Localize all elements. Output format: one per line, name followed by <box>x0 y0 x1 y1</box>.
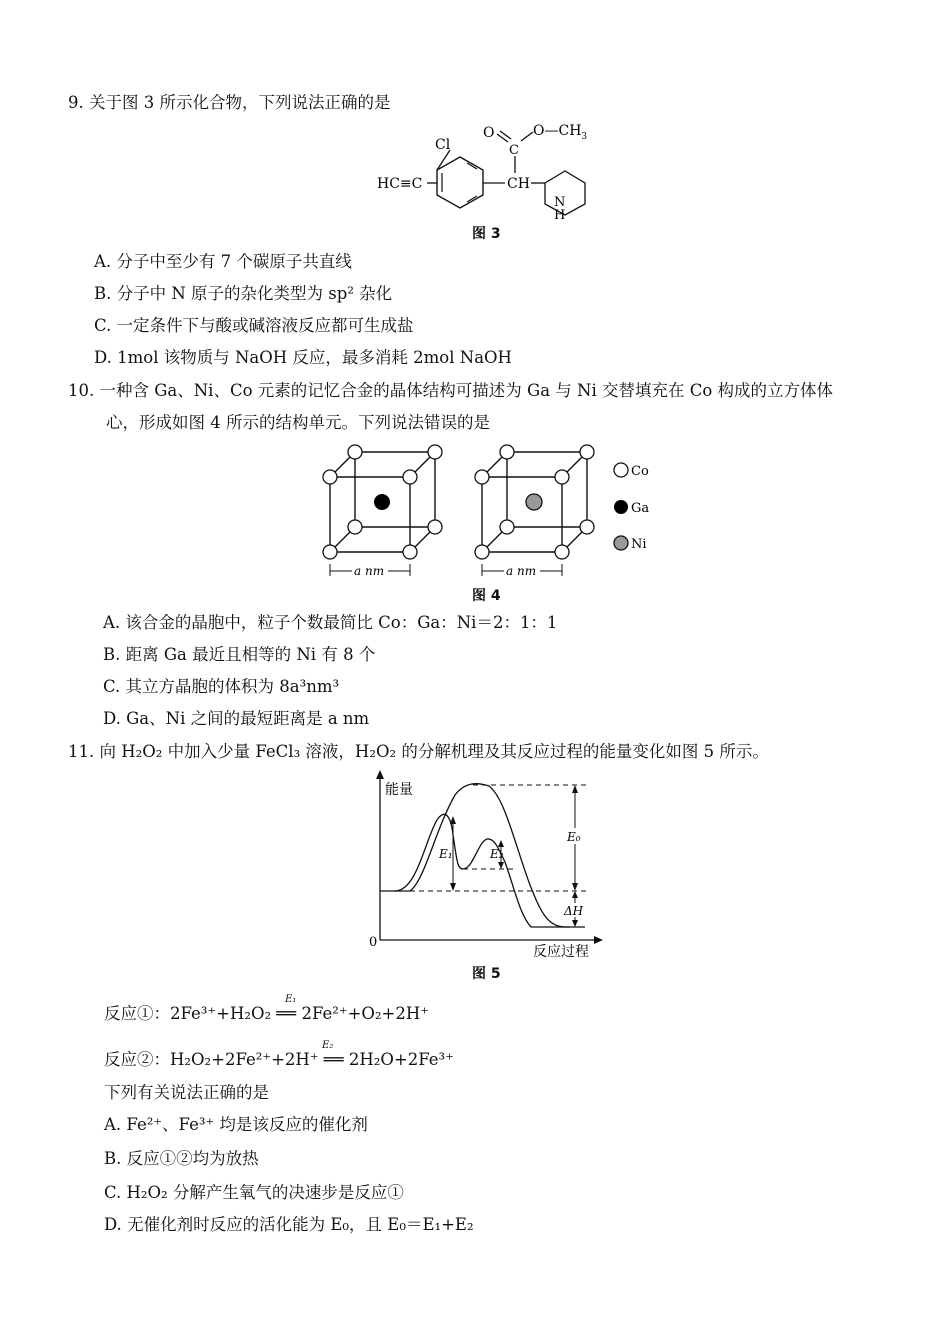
q11-option-a: A. Fe²⁺、Fe³⁺ 均是该反应的催化剂 <box>104 1115 368 1134</box>
q10-crystal-cells <box>315 440 675 590</box>
axis-origin: 0 <box>369 935 378 950</box>
mol-n: N <box>554 195 566 210</box>
q9-option-a: A. 分子中至少有 7 个碳原子共直线 <box>94 252 352 271</box>
q10-option-c: C. 其立方晶胞的体积为 8a³nm³ <box>103 677 340 696</box>
mol-cl: Cl <box>435 137 451 153</box>
mol-och3: $O—CH_3$ <box>533 123 588 142</box>
label-e2: E₂ <box>490 847 504 861</box>
fig5-caption: 图 5 <box>472 966 501 982</box>
q11-prompt: 下列有关说法正确的是 <box>104 1083 269 1102</box>
fig4-caption: 图 4 <box>472 588 501 604</box>
energy-diagram <box>365 770 615 965</box>
q11-stem: 11. 向 H₂O₂ 中加入少量 FeCl₃ 溶液，H₂O₂ 的分解机理及其反应过程的能量变化如图 5 所示。 <box>68 742 769 761</box>
cell1-dim-label: a nm <box>354 564 385 578</box>
q9-option-c: C. 一定条件下与酸或碱溶液反应都可生成盐 <box>94 316 414 335</box>
reaction-2: 反应②：H₂O₂+2Fe²⁺+2H⁺ ══ 2H₂O+2Fe³⁺ <box>104 1050 454 1069</box>
reaction-1-condition: E₁ <box>285 994 297 1005</box>
q10-stem-line2: 心，形成如图 4 所示的结构单元。下列说法错误的是 <box>106 413 490 432</box>
q10-option-a: A. 该合金的晶胞中，粒子个数最简比 Co：Ga：Ni＝2：1：1 <box>103 613 558 632</box>
mol-o: O <box>483 125 495 141</box>
fig3-caption: 图 3 <box>472 226 501 242</box>
axis-y-label: 能量 <box>385 782 413 798</box>
mol-hcc: HC≡C <box>377 176 423 192</box>
q11-option-c: C. H₂O₂ 分解产生氧气的决速步是反应① <box>104 1183 404 1202</box>
q9-molecule-structure <box>375 122 615 222</box>
ni-atom-center <box>526 494 542 510</box>
q9-stem: 9. 关于图 3 所示化合物，下列说法正确的是 <box>68 93 391 112</box>
mol-ch: CH <box>507 176 530 192</box>
legend-co: Co <box>631 464 649 479</box>
curve-catalyzed <box>395 814 570 927</box>
label-e0: E₀ <box>567 830 581 844</box>
ga-atom-center <box>374 494 390 510</box>
q10-option-b: B. 距离 Ga 最近且相等的 Ni 有 8 个 <box>103 645 376 664</box>
mol-c: C <box>509 143 519 158</box>
mol-h: H <box>554 208 566 223</box>
reaction-1: 反应①：2Fe³⁺+H₂O₂ ══ 2Fe²⁺+O₂+2H⁺ <box>104 1004 429 1023</box>
legend-ni: Ni <box>631 537 647 552</box>
q10-stem-line1: 10. 一种含 Ga、Ni、Co 元素的记忆合金的晶体结构可描述为 Ga 与 Ni 交替填充在 Co 构成的立方体体 <box>68 381 834 400</box>
label-e1: E₁ <box>439 847 453 861</box>
legend-ga: Ga <box>631 501 650 516</box>
q11-option-d: D. 无催化剂时反应的活化能为 E₀，且 E₀＝E₁+E₂ <box>104 1215 474 1234</box>
q9-option-d: D. 1mol 该物质与 NaOH 反应，最多消耗 2mol NaOH <box>94 348 512 367</box>
reaction-2-condition: E₂ <box>322 1040 334 1051</box>
axis-x-label: 反应过程 <box>533 944 589 960</box>
cell2-dim-label: a nm <box>506 564 537 578</box>
q10-option-d: D. Ga、Ni 之间的最短距离是 a nm <box>103 709 370 728</box>
q11-option-b: B. 反应①②均为放热 <box>104 1149 259 1168</box>
label-dh: ΔH <box>564 904 584 918</box>
q9-option-b: B. 分子中 N 原子的杂化类型为 sp² 杂化 <box>94 284 393 303</box>
